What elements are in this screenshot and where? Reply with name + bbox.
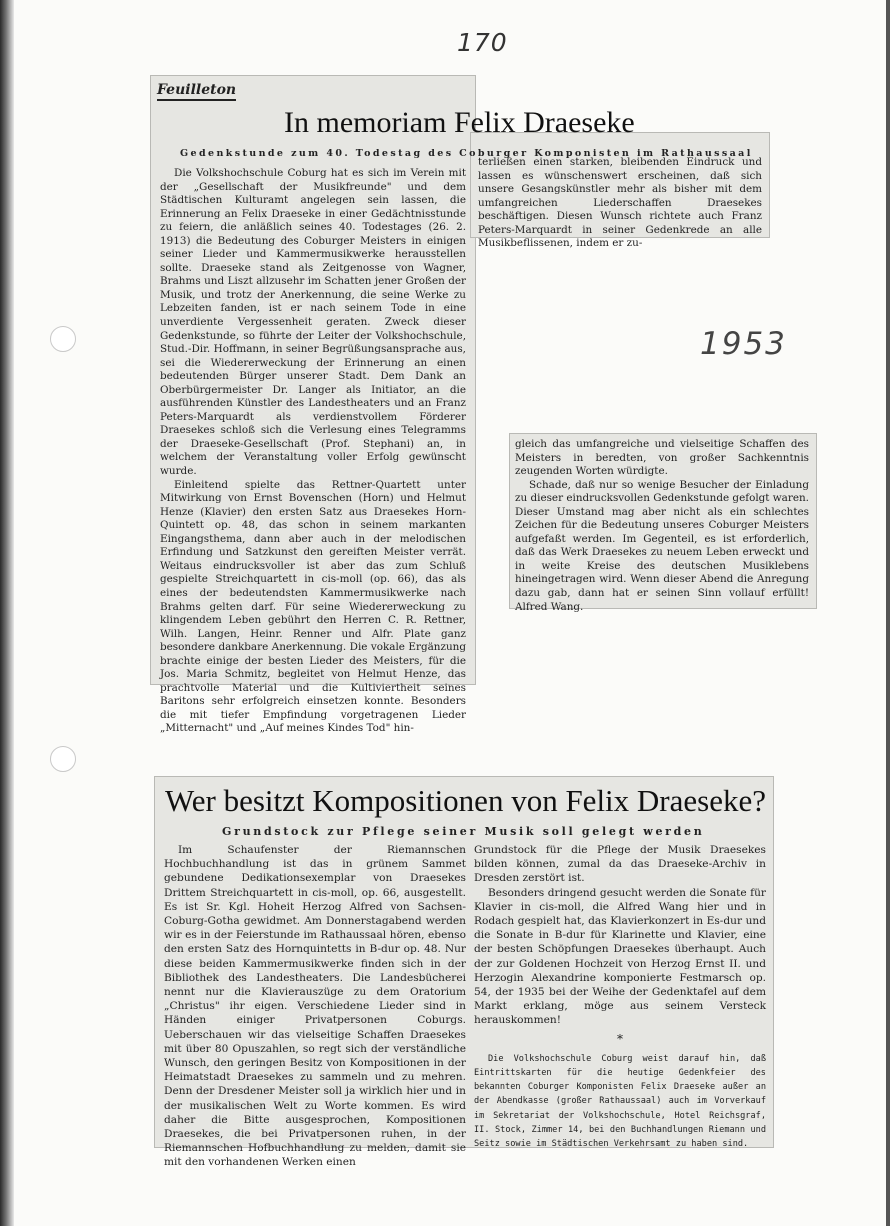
article1-paragraph: Schade, daß nur so wenige Besucher der Einladung zu dieser eindrucksvollen Gedenkstunde gefolgt waren. Dieser Umstand mag aber nicht als ein schlechtes Zeichen für die Bedeutung unseres Coburger Meisters aufgefaßt werden. Im Gegenteil, es ist erforderlich, daß das Werk Draesekes zu neuem Leben erweckt und in weite Kreise des deutschen Musiklebens hineingetragen wird. Wenn dieser Abend die Anregung dazu gab, dann hat er seinen Sinn vollauf erfüllt! Alfred Wang. [515, 478, 809, 613]
article2-paragraph: Im Schaufenster der Riemannschen Hochbuchhandlung ist das in grünem Sammet gebundene Dedikationsexemplar von Draesekes Drittem Streichquartett in cis-moll, op. 66, ausgestellt. Es ist Sr. Kgl. Hoheit Herzog Alfred von Sachsen-Coburg-Gotha gewidmet. Am Donnerstagabend werden wir es in der Feierstunde im Rathaussaal hören, ebenso den ersten Satz des Hornquintetts in B-dur op. 48. Nur diese beiden Kammermusikwerke finden sich in der Bibliothek des Landestheaters. Die Landesbücherei nennt nur die Klavierauszüge zu dem Oratorium „Christus" ihr eigen. Verschiedene Lieder sind in Händen einiger Privatpersonen Coburgs. Ueberschauen wir das vielseitige Schaffen Draesekes mit über 80 Opuszahlen, so regt sich der verständliche Wunsch, den geringen Besitz von Kompositionen in der Heimatstadt Draesekes zu sammeln und zu mehren. Denn der Dresdener Meister soll ja wirklich hier und in der musikalischen Welt zu Worte kommen. Es wird daher die Bitte ausgesprochen, Kompositionen Draesekes, die bei Privatpersonen ruhen, in der Riemannschen Hofbuchhandlung zu melden, damit sie mit den vorhandenen Werken einen [164, 844, 466, 1169]
scan-edge-right [886, 0, 890, 1226]
article2-notice: Die Volkshochschule Coburg weist darauf hin, daß Eintrittskarten für die heutige Gedenkfeier des bekannten Coburger Komponisten Felix Draeseke außer an der Abendkasse (großer Rathaussaal) auch im Vorverkauf im Sekretariat der Volkshochschule, Hotel Reichsgraf, II. Stock, Zimmer 14, bei den Buchhandlungen Riemann und Seitz sowie im Städtischen Verkehrsamt zu haben sind. [474, 1053, 766, 1150]
article2-subtitle: Grundstock zur Pflege seiner Musik soll gelegt werden [222, 825, 705, 838]
article1-title: In memoriam Felix Draeseke [284, 106, 635, 139]
article2-column-1 [164, 843, 466, 1170]
punch-hole-lower [50, 746, 76, 772]
article1-paragraph: gleich das umfangreiche und vielseitige Schaffen des Meisters in beredten, von großer Sachkenntnis zeugenden Worten würdigte. [515, 438, 809, 478]
handwritten-year: 1953 [700, 326, 787, 362]
article2-paragraph: Grundstock für die Pflege der Musik Draesekes bilden können, zumal da das Draeseke-Archiv in Dresden zerstört ist. [474, 844, 766, 885]
article1-paragraph: Die Volkshochschule Coburg hat es sich im Verein mit der „Gesellschaft der Musikfreunde" und dem Städtischen Kulturamt angelegen sein lassen, die Erinnerung an Felix Draeseke in einer Gedächtnisstunde zu feiern, die anläßlich seines 40. Todestages (26. 2. 1913) die Bedeutung des Coburger Meisters in einigen seiner Lieder und Kammermusikwerke herausstellen sollte. Draeseke stand als Zeitgenosse von Wagner, Brahms und Liszt allzusehr im Schatten jener Großen der Musik, und trotz der Anerkennung, die seine Werke zu Lebzeiten fanden, ist er nach seinem Tode in eine unverdiente Vergessenheit geraten. Zweck dieser Gedenkstunde, so führte der Leiter der Volkshochschule, Stud.-Dir. Hoffmann, in seiner Begrüßungsansprache aus, sei die Wiedererweckung der Erinnerung an einen bedeutenden Bürger unserer Stadt. Dem Dank an Oberbürgermeister Dr. Langer als Initiator, an die ausführenden Künstler des Landestheaters und an Franz Peters-Marquardt als verdienstvollem Förderer Draesekes schloß sich die Verlesung eines Telegramms der Draeseke-Gesellschaft (Prof. Stephani) an, in welchem der Veranstaltung voller Erfolg gewünscht wurde. [160, 167, 466, 478]
scan-edge [0, 0, 14, 1226]
article2-column-2 [474, 843, 766, 1151]
article1-column-1 [160, 167, 466, 736]
article1-paragraph: terließen einen starken, bleibenden Eindruck und lassen es wünschenswert erscheinen, daß sich unsere Gesangskünstler mehr als bisher mit dem umfangreichen Liederschaffen Draesekes beschäftigen. Diesen Wunsch richtete auch Franz Peters-Marquardt in seiner Gedenkrede an alle Musikbeflissenen, indem er zu- [478, 156, 762, 250]
article2-title: Wer besitzt Kompositionen von Felix Draeseke? [165, 783, 766, 818]
punch-hole-upper [50, 326, 76, 352]
handwritten-page-number: 170 [457, 28, 508, 57]
article2-paragraph: Besonders dringend gesucht werden die Sonate für Klavier in cis-moll, die Alfred Wang hier und in Rodach gespielt hat, das Klavierkonzert in Es-dur und die Sonate in B-dur für Klarinette und Klavier, eine der besten Schöpfungen Draesekes überhaupt. Auch der zur Goldenen Hochzeit von Herzog Ernst II. und Herzogin Alexandrine komponierte Festmarsch op. 54, der 1935 bei der Weihe der Gedenktafel auf dem Markt erklang, möge aus seinem Versteck herauskommen! [474, 886, 766, 1027]
article1-paragraph: Einleitend spielte das Rettner-Quartett unter Mitwirkung von Ernst Bovenschen (Horn) und Helmut Henze (Klavier) den ersten Satz aus Draesekes Horn-Quintett op. 48, das schon in seinem markanten Eingangsthema, dann aber auch in der melodischen Erfindung und Satzkunst den gereiften Meister verrät. Weitaus eindrucksvoller ist aber das zum Schluß gespielte Streichquartett in cis-moll (op. 66), das als eines der bedeutendsten Kammermusikwerke nach Brahms gelten darf. Für seine Wiedererweckung zu klingendem Leben gebührt den Herren C. R. Rettner, Wilh. Langen, Heinr. Renner und Alfr. Plate ganz besondere dankbare Anerkennung. Die vokale Ergänzung brachte einige der besten Lieder des Meisters, für die Jos. Maria Schmitz, begleitet von Helmut Henze, das prachtvolle Material und die Kultiviertheit seines Baritons sehr erfolgreich einsetzen konnte. Besonders die mit tiefer Empfindung vorgetragenen Lieder „Mitternacht" und „Auf meines Kindes Tod" hin- [160, 478, 466, 735]
section-label: Feuilleton [157, 82, 236, 101]
article1-column-3 [515, 438, 809, 614]
article1-subtitle: Gedenkstunde zum 40. Todestag des Coburger Komponisten im Rathaussaal [180, 148, 753, 159]
article1-column-2 [478, 156, 762, 251]
section-separator: * [617, 1031, 623, 1046]
